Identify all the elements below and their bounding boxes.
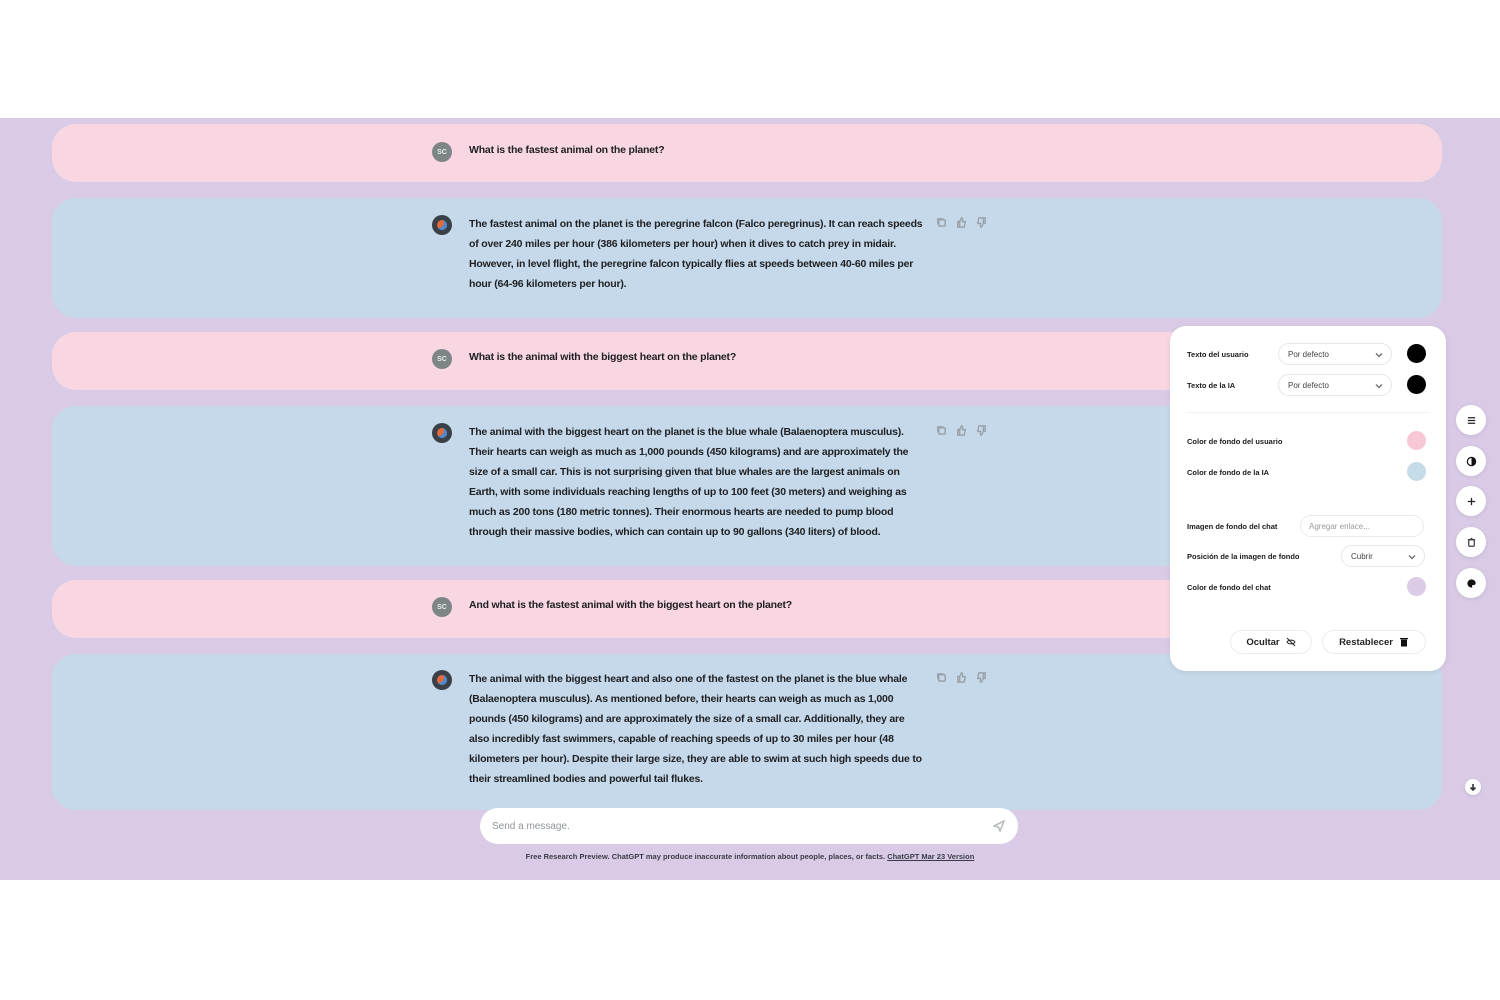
user-avatar: SC: [432, 142, 452, 162]
ai-message-text: The animal with the biggest heart on the planet is the blue whale (Balaenoptera musculus). Their hearts can weigh as much as 1,000 pounds (450 kilograms) and are approximately the size of a small car. This is not surprising given that blue whales are the largest animals on Earth, with some individuals reaching lengths of up to 100 feet (30 meters) and weighing as much as 200 tons (180 metric tonnes). Their enormous hearts are needed to pump blood through their massive bodies, which can contain up to 90 gallons (340 liters) of blood.: [469, 426, 909, 538]
ai-avatar: [432, 423, 452, 443]
message-composer: [480, 808, 1018, 844]
chat-bg-label: Color de fondo del chat: [1187, 583, 1271, 592]
user-text-label: Texto del usuario: [1187, 350, 1249, 359]
send-icon[interactable]: [992, 819, 1006, 833]
version-link[interactable]: ChatGPT Mar 23 Version: [887, 852, 975, 861]
palette-button[interactable]: [1456, 568, 1486, 598]
message-actions: [935, 216, 987, 228]
panel-divider: [1187, 412, 1429, 413]
user-message-text: What is the fastest animal on the planet?: [469, 144, 665, 156]
copy-icon[interactable]: [935, 216, 947, 228]
copy-icon[interactable]: [935, 424, 947, 436]
reset-button[interactable]: [1322, 630, 1426, 654]
bg-image-position-label: Posición de la imagen de fondo: [1187, 552, 1300, 561]
user-bg-label: Color de fondo del usuario: [1187, 437, 1283, 446]
copy-icon[interactable]: [935, 671, 947, 683]
user-message-text: What is the animal with the biggest heart on the planet?: [469, 351, 737, 363]
trash-icon: [1466, 537, 1477, 548]
disclaimer-text: Free Research Preview. ChatGPT may produce inaccurate information about people, places, or facts.: [525, 852, 886, 861]
eye-off-icon: [1286, 637, 1296, 647]
ai-text-label: Texto de la IA: [1187, 381, 1236, 390]
bg-image-position-value: Cubrir: [1351, 551, 1373, 561]
arrow-down-icon: [1469, 783, 1477, 791]
ai-bg-label: Color de fondo de la IA: [1187, 468, 1270, 477]
thumbs-up-icon[interactable]: [955, 671, 967, 683]
contrast-icon: [1466, 456, 1477, 467]
ai-avatar: [432, 670, 452, 690]
chat-bg-color-swatch[interactable]: [1407, 577, 1426, 596]
thumbs-down-icon[interactable]: [975, 424, 987, 436]
message-actions: [935, 671, 987, 683]
chat-bg-image-label: Imagen de fondo del chat: [1187, 522, 1278, 531]
message-actions: [935, 424, 987, 436]
delete-button[interactable]: [1456, 527, 1486, 557]
ai-text-select[interactable]: [1278, 374, 1392, 396]
user-message-text: And what is the fastest animal with the biggest heart on the planet?: [469, 599, 793, 611]
bg-image-position-select[interactable]: [1341, 545, 1425, 567]
chat-app: [0, 118, 1500, 880]
list-button[interactable]: [1456, 405, 1486, 435]
thumbs-up-icon[interactable]: [955, 424, 967, 436]
chevron-down-icon: [1408, 553, 1416, 561]
plus-icon: [1466, 496, 1477, 507]
list-icon: [1466, 415, 1477, 426]
ai-bg-color-swatch[interactable]: [1407, 462, 1426, 481]
trash-icon: [1399, 637, 1409, 647]
thumbs-down-icon[interactable]: [975, 216, 987, 228]
user-text-select[interactable]: [1278, 343, 1392, 365]
user-bg-color-swatch[interactable]: [1407, 431, 1426, 450]
palette-icon: [1466, 578, 1477, 589]
ai-text-color-swatch[interactable]: [1407, 375, 1426, 394]
user-avatar: SC: [432, 597, 452, 617]
contrast-button[interactable]: [1456, 446, 1486, 476]
ai-message-text: The animal with the biggest heart and also one of the fastest on the planet is the blue whale (Balaenoptera musculus). As mentioned before, their hearts can weigh as much as 1,000 pounds (450 kilograms) and are approximately the size of a small car. Additionally, they are also incredibly fast swimmers, capable of reaching speeds of up to 30 miles per hour (48 kilometers per hour). Despite their large size, they are able to swim at such high speeds due to their streamlined bodies and powerful tail flukes.: [469, 673, 922, 785]
scroll-down-button[interactable]: [1465, 779, 1481, 795]
theme-settings-panel: [1170, 326, 1446, 671]
chevron-down-icon: [1375, 351, 1383, 359]
footer-disclaimer: [0, 852, 1500, 861]
ai-avatar: [432, 215, 452, 235]
ai-text-select-value: Por defecto: [1288, 380, 1329, 390]
new-chat-button[interactable]: [1456, 486, 1486, 516]
reset-button-label: Restablecer: [1339, 636, 1393, 648]
chat-bg-image-input[interactable]: [1300, 515, 1424, 537]
hide-button-label: Ocultar: [1246, 636, 1280, 648]
hide-button[interactable]: [1230, 630, 1312, 654]
ai-message-text: The fastest animal on the planet is the peregrine falcon (Falco peregrinus). It can reach speeds of over 240 miles per hour (386 kilometers per hour) when it dives to catch prey in midair. However, in level flight, the peregrine falcon typically flies at speeds between 40-60 miles per hour (64-96 kilometers per hour).: [469, 218, 923, 290]
user-text-select-value: Por defecto: [1288, 349, 1329, 359]
user-avatar: SC: [432, 349, 452, 369]
user-text-color-swatch[interactable]: [1407, 344, 1426, 363]
thumbs-up-icon[interactable]: [955, 216, 967, 228]
chevron-down-icon: [1375, 382, 1383, 390]
message-input[interactable]: [492, 817, 972, 835]
thumbs-down-icon[interactable]: [975, 671, 987, 683]
